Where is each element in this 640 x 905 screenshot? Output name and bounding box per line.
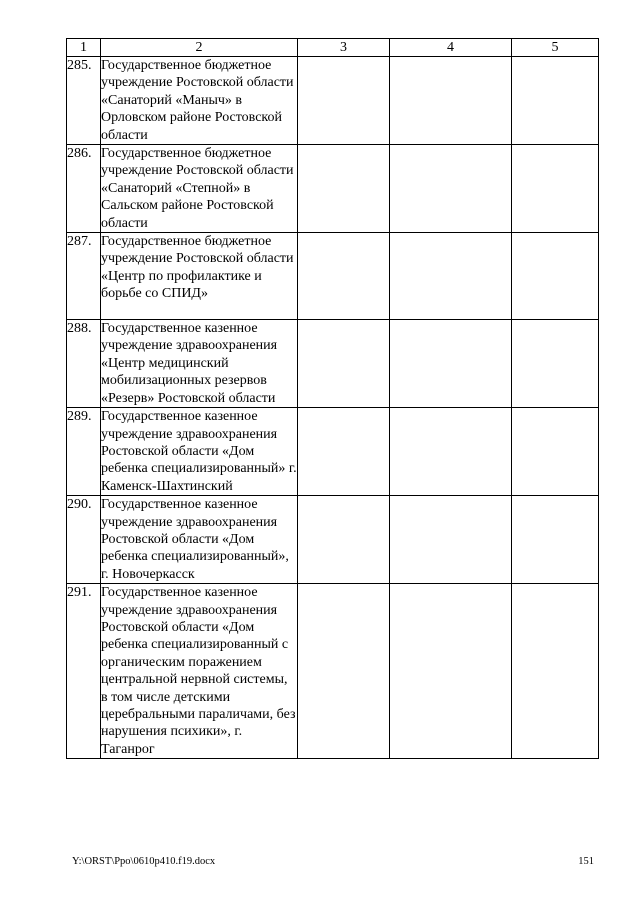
empty-cell xyxy=(298,496,390,584)
empty-cell xyxy=(390,145,512,233)
empty-cell xyxy=(298,584,390,759)
empty-cell xyxy=(298,408,390,496)
row-institution-name: Государственное бюджетное учреждение Ростовской области «Санаторий «Степной» в Сальском районе Ростовской области xyxy=(101,145,298,233)
empty-cell xyxy=(512,145,599,233)
empty-cell xyxy=(390,584,512,759)
empty-cell xyxy=(512,584,599,759)
table-row xyxy=(67,233,599,320)
empty-cell xyxy=(298,320,390,408)
empty-cell xyxy=(390,57,512,145)
empty-cell xyxy=(512,320,599,408)
empty-cell xyxy=(298,57,390,145)
row-institution-name: Государственное казенное учреждение здравоохранения Ростовской области «Дом ребенка специализированный» г. Каменск-Шахтинский xyxy=(101,409,297,494)
row-institution-name: Государственное казенное учреждение здравоохранения Ростовской области «Дом ребенка специализированный с органическим поражением центральной нервной системы, в том числе детскими церебральными параличами, без нарушения психики», г. Таганрог xyxy=(101,584,298,759)
row-number: 290. xyxy=(67,496,101,584)
row-institution-name: Государственное казенное учреждение здравоохранения «Центр медицинский мобилизационных резервов «Резерв» Ростовской области xyxy=(101,320,298,408)
column-header: 5 xyxy=(512,39,599,57)
footer-file-path: Y:\ORST\Ppo\0610p410.f19.docx xyxy=(72,856,216,867)
row-number: 285. xyxy=(67,57,101,145)
document-table xyxy=(66,38,599,759)
row-number: 288. xyxy=(67,320,101,408)
row-institution-name: Государственное казенное учреждение здравоохранения Ростовской области «Дом ребенка специализированный», г. Новочеркасск xyxy=(101,496,298,584)
row-number: 291. xyxy=(67,584,101,759)
empty-cell xyxy=(298,233,390,320)
row-number: 286. xyxy=(67,145,101,233)
empty-cell xyxy=(390,320,512,408)
empty-cell xyxy=(512,57,599,145)
row-number: 289. xyxy=(67,408,101,496)
table-row xyxy=(67,145,599,233)
table-row xyxy=(67,57,599,145)
table-header-row xyxy=(67,39,599,57)
column-header: 4 xyxy=(390,39,512,57)
table-row xyxy=(67,320,599,408)
empty-cell xyxy=(512,496,599,584)
table-row xyxy=(67,584,599,759)
empty-cell xyxy=(390,233,512,320)
empty-cell xyxy=(390,408,512,496)
table-row xyxy=(67,408,599,496)
column-header: 1 xyxy=(67,39,101,57)
row-number: 287. xyxy=(67,233,101,320)
page-number: 151 xyxy=(578,856,594,867)
column-header: 2 xyxy=(101,39,298,57)
empty-cell xyxy=(512,408,599,496)
row-institution-name: Государственное бюджетное учреждение Ростовской области «Санаторий «Маныч» в Орловском районе Ростовской области xyxy=(101,57,298,145)
row-institution-name: Государственное бюджетное учреждение Ростовской области «Центр по профилактике и борьбе со СПИД» xyxy=(101,233,298,320)
empty-cell xyxy=(298,145,390,233)
empty-cell xyxy=(390,496,512,584)
column-header: 3 xyxy=(298,39,390,57)
empty-cell xyxy=(512,233,599,320)
table-row xyxy=(67,496,599,584)
